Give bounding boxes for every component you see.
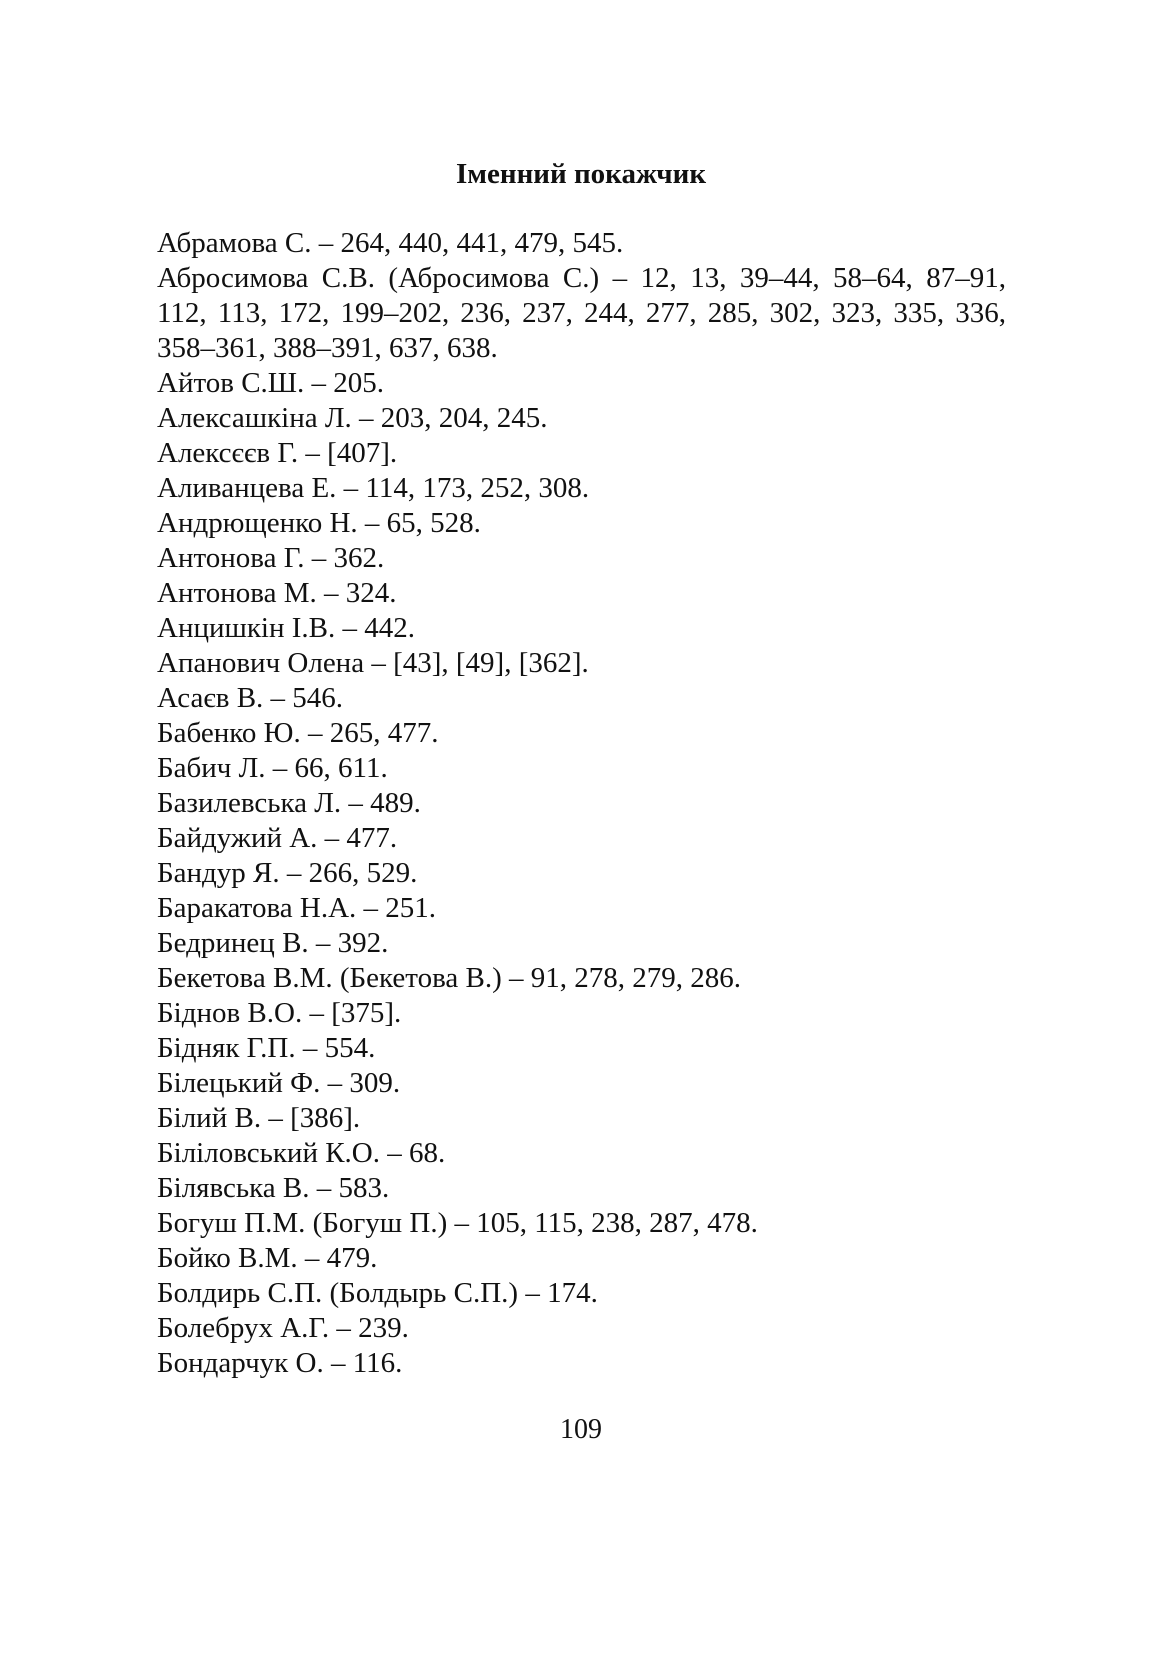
index-entry: Абросимова С.В. (Абросимова С.) – 12, 13, 39–44, 58–64, 87–91, 112, 113, 172, 199–202, 236, 237, 244, 277, 285, 302, 323, 335, 336, 358–361, 388–391, 637, 638.	[157, 262, 1006, 364]
index-entry: Антонова М. – 324.	[157, 577, 397, 609]
index-entry: Алексєєв Г. – [407].	[157, 437, 398, 469]
index-entry: Айтов С.Ш. – 205.	[157, 367, 385, 399]
index-entry: Андрющенко Н. – 65, 528.	[157, 507, 481, 539]
index-entry: Богуш П.М. (Богуш П.) – 105, 115, 238, 287, 478.	[157, 1207, 758, 1239]
index-entry: Апанович Олена – [43], [49], [362].	[157, 647, 589, 679]
name-index-list	[157, 226, 1006, 1381]
index-entry: Бойко В.М. – 479.	[157, 1242, 378, 1274]
index-title: Іменний покажчик	[455, 158, 707, 190]
index-entry: Бедринец В. – 392.	[157, 927, 389, 959]
index-entry: Байдужий А. – 477.	[157, 822, 398, 854]
index-entry: Бабич Л. – 66, 611.	[157, 752, 388, 784]
index-entry: Бондарчук О. – 116.	[157, 1347, 403, 1379]
index-entry: Болдирь С.П. (Болдырь С.П.) – 174.	[157, 1277, 598, 1309]
index-entry: Білий В. – [386].	[157, 1102, 361, 1134]
index-entry: Білецький Ф. – 309.	[157, 1067, 401, 1099]
index-entry: Алексашкіна Л. – 203, 204, 245.	[157, 402, 548, 434]
index-entry: Асаєв В. – 546.	[157, 682, 344, 714]
index-entry: Бандур Я. – 266, 529.	[157, 857, 418, 889]
index-entry: Антонова Г. – 362.	[157, 542, 385, 574]
index-entry: Аливанцева Е. – 114, 173, 252, 308.	[157, 472, 590, 504]
index-entry: Бабенко Ю. – 265, 477.	[157, 717, 439, 749]
index-entry: Білявська В. – 583.	[157, 1172, 390, 1204]
index-entry: Бідняк Г.П. – 554.	[157, 1032, 376, 1064]
index-entry: Баракатова Н.А. – 251.	[157, 892, 437, 924]
index-entry: Біднов В.О. – [375].	[157, 997, 402, 1029]
index-entry: Абрамова С. – 264, 440, 441, 479, 545.	[157, 227, 624, 259]
index-entry: Біліловський К.О. – 68.	[157, 1137, 446, 1169]
index-entry: Анцишкін І.В. – 442.	[157, 612, 415, 644]
index-entry: Болебрух А.Г. – 239.	[157, 1312, 409, 1344]
index-entry: Базилевська Л. – 489.	[157, 787, 421, 819]
index-entry: Бекетова В.М. (Бекетова В.) – 91, 278, 279, 286.	[157, 962, 742, 994]
page-number: 109	[560, 1414, 602, 1445]
